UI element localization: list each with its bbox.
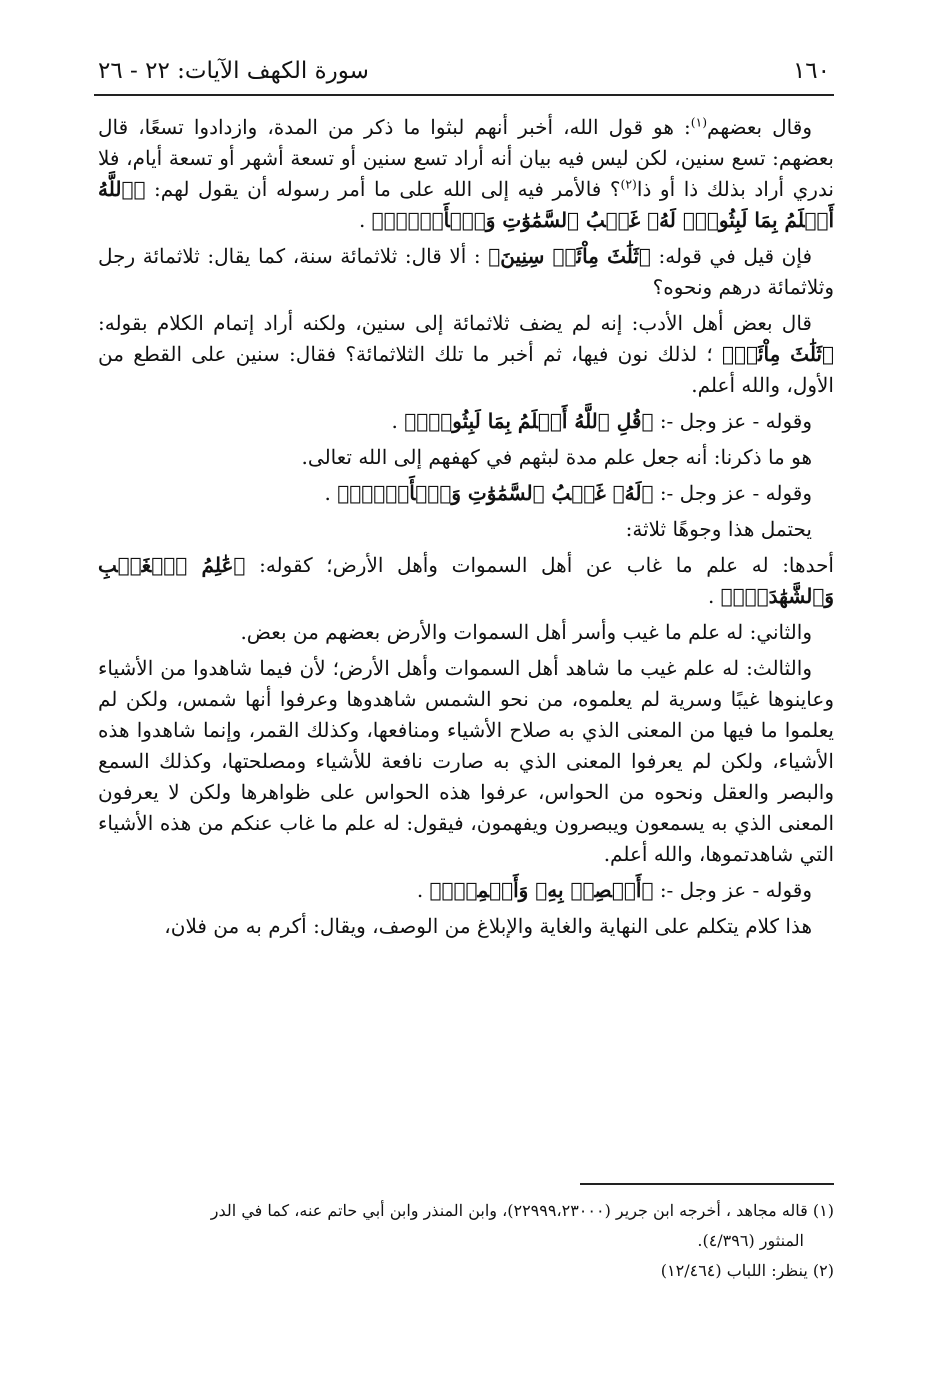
- paragraph-3-text: قال بعض أهل الأدب: إنه لم يضف ثلاثمائة إلى سنين، ولكنه أراد إتمام الكلام بقوله:: [98, 311, 812, 335]
- paragraph-6-text: وقوله - عز وجل -:: [659, 481, 812, 505]
- page-number: ١٦٠: [792, 58, 830, 84]
- quran-quote: ﴿ثَلَٰثَ مِاْئَةٖ سِنِينَ﴾: [488, 244, 651, 268]
- main-text: [98, 112, 834, 947]
- paragraph-7: يحتمل هذا وجوهًا ثلاثة:: [625, 517, 812, 541]
- footnote-divider: [580, 1183, 834, 1185]
- paragraph-11: [98, 875, 834, 906]
- paragraph-10: والثالث: له علم غيب ما شاهد أهل السموات وأهل الأرض؛ لأن فيما شاهدوا من الأشياء وعاينوها غيبًا وسرية لم يعلموه، من نحو الشمس شاهدوها وعرفوا أنها شمس، ولكن لم يعلموا ما فيها من المعنى الذي به صلاح الأشياء ومنافعها، وكذلك القمر، وإنما شاهدوا هذه الأشياء، ولكن لم يعرفوا المعنى الذي به صارت نافعة للأشياء ومصلحتها، وكذلك السمع والبصر والعقل ونحوه من الحواس، عرفوا هذه الحواس على ظواهرها ولكن لا يعرفون المعنى الذي به يسمعون ويبصرون ويفهمون، فيقول: له علم ما غاب عنكم من هذه الأشياء التي شاهدتموها، والله أعلم.: [98, 656, 834, 866]
- footnote-2-text: ينظر: اللباب (١٢/٤٦٤): [660, 1261, 808, 1280]
- paragraph-1-text-3: ؟ فالأمر فيه إلى الله على ما أمر رسوله أن يقول لهم:: [154, 177, 621, 201]
- paragraph-1-text-2: : هو قول الله، أخبر أنهم لبثوا ما ذكر من المدة، وازدادوا تسعًا، قال بعضهم: تسع سنين، لكن ليس فيه بيان أنه أراد تسع سنين أو تسعة أشهر أو تسعة أيام، فلا ندري أراد بذلك ذا أو ذا: [98, 115, 835, 201]
- paragraph-9: والثاني: له علم ما غيب وأسر أهل السموات والأرض بعضهم من بعض.: [240, 620, 812, 644]
- footnote-ref-2[interactable]: (٢): [620, 176, 637, 192]
- paragraph-2-text: فإن قيل في قوله:: [658, 244, 813, 268]
- paragraph-1: [98, 112, 834, 236]
- footnote-2-number: (٢): [812, 1261, 834, 1280]
- paragraph-4-text: وقوله - عز وجل -:: [659, 409, 812, 433]
- footnotes: [98, 1196, 834, 1286]
- quran-quote: ﴿أَبۡصِرۡ بِهِۦ وَأَسۡمِعۡۚ﴾: [429, 878, 654, 902]
- punctuation: .: [324, 481, 338, 505]
- quran-quote: ﴿قُلِ ٱللَّهُ أَعۡلَمُ بِمَا لَبِثُواْۖ﴾: [404, 409, 654, 433]
- punctuation: .: [391, 409, 405, 433]
- paragraph-1-text: وقال بعضهم: [707, 115, 812, 139]
- paragraph-5: هو ما ذكرنا: أنه جعل علم مدة لبثهم في كهفهم إلى الله تعالى.: [301, 445, 812, 469]
- paragraph-3: [98, 308, 834, 401]
- page-header: [94, 50, 834, 96]
- quran-quote: ﴿لَهُۥ غَيۡبُ ٱلسَّمَٰوَٰتِ وَٱلۡأَرۡضِۖ﴾: [337, 481, 654, 505]
- footnote-2: [98, 1256, 834, 1286]
- footnote-1-continued: المنثور (٤/٣٩٦).: [697, 1231, 804, 1250]
- footnote-1-text: قاله مجاهد ، أخرجه ابن جرير (٢٢٩٩٩،٢٣٠٠٠)، وابن المنذر وابن أبي حاتم عنه، كما في الدر: [210, 1201, 808, 1220]
- footnote-1: [98, 1196, 834, 1226]
- punctuation: .: [707, 584, 721, 608]
- paragraph-3-text-2: ؛ لذلك نون فيها، ثم أخبر ما تلك الثلاثمائة؟ فقال: سنين على القطع من الأول، والله أعلم.: [98, 342, 834, 397]
- paragraph-12: هذا كلام يتكلم على النهاية والغاية والإبلاغ من الوصف، ويقال: أكرم به من فلان،: [164, 914, 812, 938]
- quran-quote: ﴿ثَلَٰثَ مِاْئَةٖ﴾: [721, 342, 835, 366]
- paragraph-2: [98, 241, 834, 303]
- running-title: سورة الكهف الآيات: ٢٢ - ٢٦: [98, 58, 369, 84]
- punctuation: .: [416, 878, 430, 902]
- footnote-ref-1[interactable]: (١): [690, 114, 708, 130]
- punctuation: .: [358, 208, 372, 232]
- paragraph-2-text-2: : ألا قال: ثلاثمائة سنة، كما يقال: ثلاثمائة رجل وثلاثمائة درهم ونحوه؟: [98, 244, 834, 299]
- paragraph-6: [98, 478, 834, 509]
- quran-quote: ﴿عَٰلِمُ ٱلۡغَيۡبِ وَٱلشَّهَٰدَةِۚ﴾: [98, 553, 834, 608]
- footnote-1-number: (١): [812, 1201, 834, 1220]
- paragraph-11-text: وقوله - عز وجل -:: [659, 878, 812, 902]
- paragraph-8: [98, 550, 834, 612]
- paragraph-4: [98, 406, 834, 437]
- quran-quote: ﴿ٱللَّهُ أَعۡلَمُ بِمَا لَبِثُواْۖ لَهُۥ غَيۡبُ ٱلسَّمَٰوَٰتِ وَٱلۡأَرۡضِۖ﴾: [98, 177, 834, 232]
- paragraph-8-text: أحدها: له علم ما غاب عن أهل السموات وأهل الأرض؛ كقوله:: [259, 553, 834, 577]
